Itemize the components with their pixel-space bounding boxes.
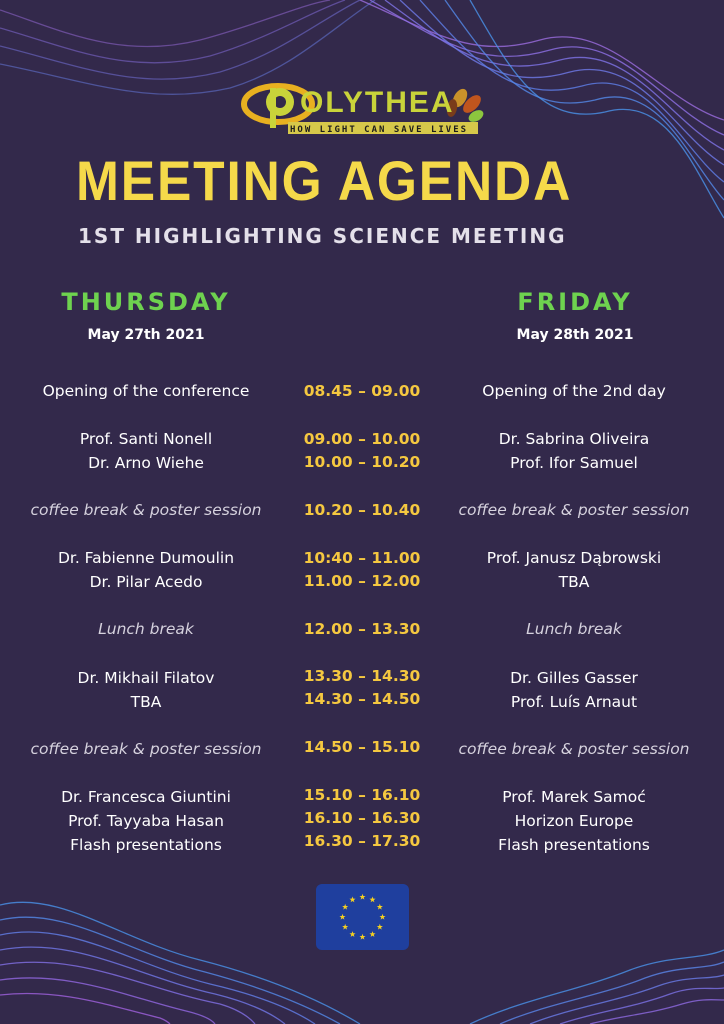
page-subtitle: 1ST HIGHLIGHTING SCIENCE MEETING [78,224,567,248]
logo-wordmark: OLYTHEA [300,86,455,119]
logo-tagline: HOW LIGHT CAN SAVE LIVES [290,125,469,135]
session-time: 08.45 – 09.00 [303,382,421,400]
thursday-session: Dr. Fabienne Dumoulin Dr. Pilar Acedo [57,549,235,591]
thursday-date: May 27th 2021 [87,327,205,343]
friday-session: Prof. Marek Samoć Horizon Europe Flash presentations [498,788,650,854]
friday-session: Prof. Janusz Dąbrowski TBA [486,549,662,591]
session-time: 10:40 – 11.00 11.00 – 12.00 [303,549,421,590]
friday-date: May 28th 2021 [516,327,634,343]
friday-session: Dr. Gilles Gasser Prof. Luís Arnaut [510,669,638,711]
eu-flag-icon [316,884,409,950]
session-time: 13.30 – 14.30 14.30 – 14.50 [303,667,421,708]
friday-heading: FRIDAY [517,288,633,316]
thursday-break: coffee break & poster session [30,740,262,758]
friday-break: Lunch break [526,620,622,638]
friday-session: Dr. Sabrina Oliveira Prof. Ifor Samuel [498,430,650,472]
friday-break: coffee break & poster session [458,740,690,758]
thursday-break: coffee break & poster session [30,501,262,519]
thursday-break: Lunch break [98,620,194,638]
thursday-session: Prof. Santi Nonell Dr. Arno Wiehe [79,430,213,472]
session-time: 10.20 – 10.40 [303,501,421,519]
session-time: 12.00 – 13.30 [303,620,421,638]
thursday-heading: THURSDAY [61,288,231,316]
thursday-session: Opening of the conference [42,382,250,400]
thursday-session: Dr. Mikhail Filatov TBA [77,669,215,711]
session-time: 09.00 – 10.00 10.00 – 10.20 [303,430,421,471]
session-time: 14.50 – 15.10 [303,738,421,756]
friday-break: coffee break & poster session [458,501,690,519]
page-title: MEETING AGENDA [76,149,573,212]
friday-session: Opening of the 2nd day [482,382,666,400]
thursday-session: Dr. Francesca Giuntini Prof. Tayyaba Hasan Flash presentations [61,788,231,854]
session-time: 15.10 – 16.10 16.10 – 16.30 16.30 – 17.30 [303,786,421,850]
